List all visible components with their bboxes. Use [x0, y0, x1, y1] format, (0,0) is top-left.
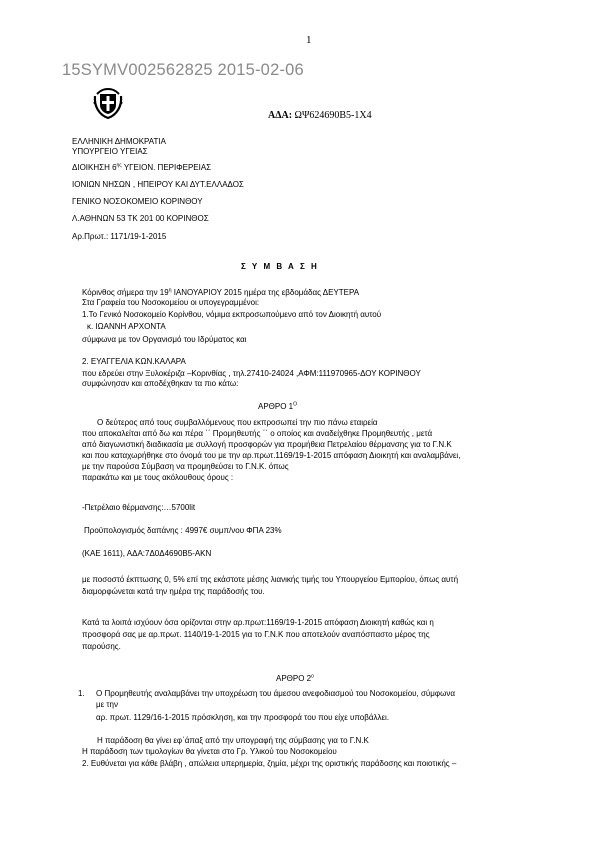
header-line-2: ΥΠΟΥΡΓΕΙΟ ΥΓΕΙΑΣ [72, 147, 148, 156]
article-1-heading: ΑΡΘΡΟ $1^O$ [258, 401, 298, 411]
delivery-line-1: Η παράδοση θα γίνει εφ΄άπαξ από την υπογραφή της σύμβασης για το Γ.Ν.Κ [97, 736, 369, 745]
header-line-6: Λ.ΑΘΗΝΩΝ 53 ΤΚ 201 00 ΚΟΡΙΝΘΟΣ [72, 214, 209, 223]
article-2-item-number: 1. [78, 689, 85, 698]
article-2-line-2: με την [96, 700, 119, 709]
party2-line-1: 2. ΕΥΑΓΓΕΛΙΑ ΚΩΝ.ΚΑΛΑΡΑ [82, 357, 186, 366]
article-2-line-3: αρ. πρωτ. 1129/16-1-2015 πρόσκληση, και την προσφορά του που είχε υποβάλλει. [96, 713, 390, 722]
liability-line: 2. Ευθύνεται για κάθε βλάβη , απώλεια υπερημερία, ζημία, μέχρι της οριστικής παράδοσης και ποιοτικής – [82, 759, 457, 768]
page-number: 1 [306, 34, 312, 46]
registry-stamp: 15SYMV002562825 2015-02-06 [62, 61, 304, 79]
header-line-4: ΙΟΝΙΩΝ ΝΗΣΩΝ , ΗΠΕΙΡΟΥ ΚΑΙ ΔΥΤ.ΕΛΛΑΔΟΣ [72, 180, 244, 189]
article-2-line-1: Ο Προμηθευτής αναλαμβάνει την υποχρέωση του άμεσου ανεφοδιασμού του Νοσοκομείου, σύμφωνα [96, 689, 455, 698]
party2-line-2: που εδρεύει στην Ξυλοκέριζα –Κορινθίας , τηλ.27410-24024 ,ΑΦΜ:111970965-ΔΟΥ ΚΟΡΙΝΘΟΥ [82, 369, 421, 378]
header-line-5: ΓΕΝΙΚΟ ΝΟΣΟΚΟΜΕΙΟ ΚΟΡΙΝΘΟΥ [72, 197, 203, 206]
item-kae-ada: (ΚΑΕ 1611), ΑΔΑ:7Δ0Δ4690Β5-ΑΚΝ [82, 549, 212, 558]
article-1-line-4: και που καταχωρήθηκε στο όνομά του με την αρ.πρωτ.1169/19-1-2015 απόφαση Διοικητή και αναλαμβάνει, [82, 451, 461, 460]
intro-line-4: κ. ΙΩΑΝΝΗ ΑΡΧΟΝΤΑ [87, 322, 166, 331]
ada-label: ΑΔΑ: [268, 110, 293, 121]
validity-line-3: παρούσης. [82, 642, 121, 651]
ada-value: ΩΨ624690Β5-1Χ4 [294, 110, 372, 121]
validity-line-2: προσφορά σας με αρ.πρωτ. 1140/19-1-2015 για το Γ.Ν.Κ που αποτελούν αναπόσπαστο μέρος της [82, 630, 430, 639]
greek-emblem-icon [91, 84, 125, 120]
delivery-line-2: Η παράδοση των τιμολογίων θα γίνεται στο Γρ. Υλικού του Νοσοκομείου [82, 747, 337, 756]
discount-line-1: με ποσοστό έκπτωσης 0, 5% επί της εκάστοτε μέσης λιανικής τιμής του Υπουργείου Εμπορίου, όπως αυτή [82, 575, 459, 584]
discount-line-2: διαμορφώνεται κατά την ημέρα της παράδοσής του. [82, 587, 265, 596]
intro-line-2: Στα Γραφεία του Νοσοκομείου οι υπογεγραμμένοι: [82, 298, 260, 307]
intro-line-3: 1.Το Γενικό Νοσοκομείο Κορίνθου, νόμιμα εκπροσωπούμενο από τον Διοικητή αυτού [82, 310, 382, 319]
protocol-number: Αρ.Πρωτ.: 1171/19-1-2015 [72, 232, 167, 241]
ada-code [268, 110, 372, 121]
article-1-line-5: με την παρούσα Σύμβαση να προμηθεύσει το Γ.Ν.Κ. όπως [82, 462, 289, 471]
article-1-line-1: Ο δεύτερος από τους συμβαλλόμενους που εκπροσωπεί την πιο πάνω εταιρεία [97, 418, 378, 427]
intro-line-5: σύμφωνα με τον Οργανισμό του Ιδρύματος και [82, 335, 247, 344]
item-budget: Προϋπολογισμός δαπάνης : 4997€ συμπ/νου ΦΠΑ 23% [84, 526, 282, 535]
article-1-line-6: παρακάτω και με τους ακόλουθους όρους : [82, 473, 234, 482]
intro-date-line: Κόρινθος σήμερα την $19^\eta$ ΙΑΝΟΥΑΡΙΟΥ 2015 ημέρα της εβδομάδας ΔΕΥΤΕΡΑ [82, 287, 360, 297]
header-line-3: ΔΙΟΙΚΗΣΗ $6^{\eta\varsigma}$ ΥΓΕΙΟΝ. ΠΕΡΙΦΕΡΕΙΑΣ [72, 162, 212, 172]
article-1-line-3: από διαγωνιστική διαδικασία με συλλογή προσφορών για προμήθεια Πετρελαίου θέρμανσης για το Γ.Ν.Κ [82, 440, 452, 449]
article-1-line-2: που αποκαλείται από δω και πέρα ΄΄ Προμηθευτής ΄΄ ο οποίος και αναδείχθηκε Προμηθευτής , μετά [82, 429, 433, 438]
party2-line-3: συμφώνησαν και αποδέχθηκαν τα πιο κάτω: [82, 379, 239, 388]
validity-line-1: Κατά τα λοιπά ισχύουν όσα ορίζονται στην αρ.πρωτ:1169/19-1-2015 απόφαση Διοικητή καθώς και η [82, 618, 434, 627]
article-2-heading: ΑΡΘΡΟ $2^o$ [276, 673, 314, 683]
header-line-1: ΕΛΛΗΝΙΚΗ ΔΗΜΟΚΡΑΤΙΑ [72, 137, 166, 146]
item-heating-oil: -Πετρέλαιο θέρμανσης:…5700lit [82, 503, 196, 512]
document-title: Σ Υ Μ Β Α Σ Η [241, 262, 319, 271]
